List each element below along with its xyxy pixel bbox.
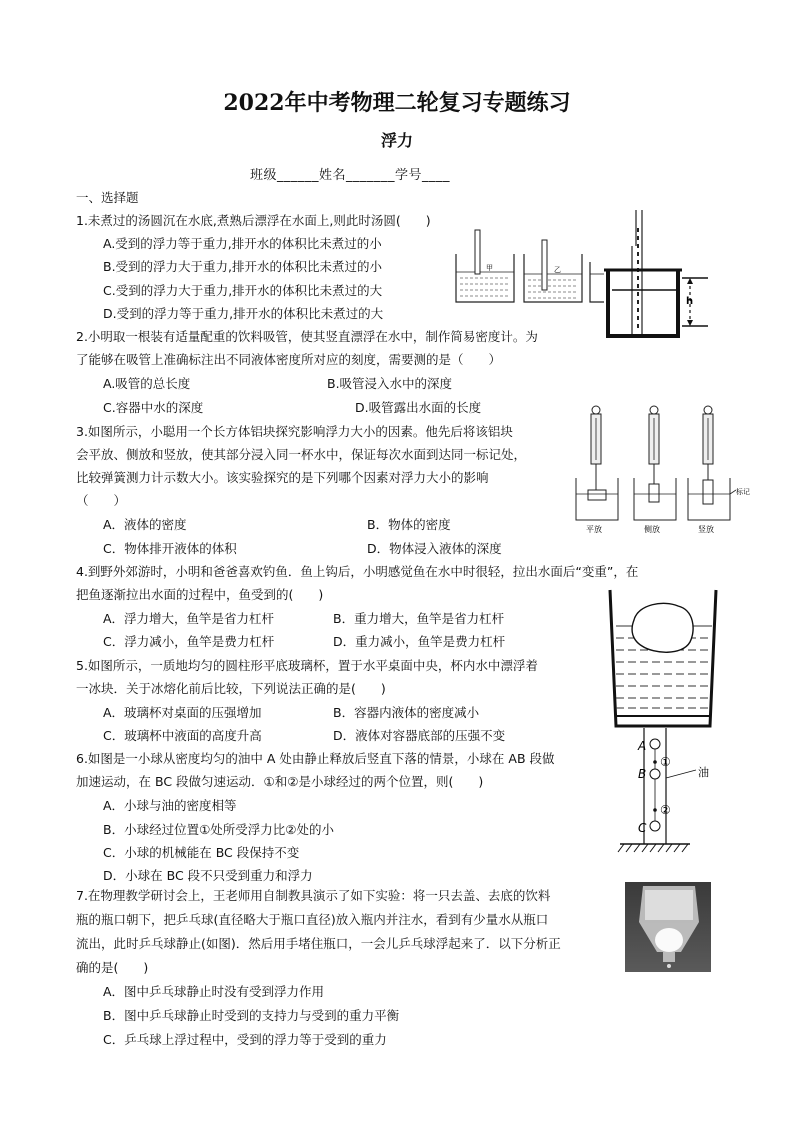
q1-option-c: C.受到的浮力大于重力,排开水的体积比未煮过的大 [103,283,383,298]
question-2-line-2: 了能够在吸管上准确标注出不同液体密度所对应的刻度，需要测的是（ ） [76,352,502,367]
question-3-line-1: 3.如图所示，小聪用一个长方体铝块探究影响浮力大小的因素。他先后将该铝块 [76,424,513,439]
ice-block [632,603,693,652]
question-6-line-2: 加速运动，在 BC 段做匀速运动．①和②是小球经过的两个位置，则( ) [76,774,484,789]
q6-option-d: D．小球在 BC 段不只受到重力和浮力 [103,868,313,883]
label-mark: 标记 [736,488,750,496]
scale-vertical [688,406,750,534]
page-subtitle: 浮力 [380,131,413,150]
label-vertical: 竖放 [698,525,714,534]
bottle-photo [625,882,711,972]
student-info-line: 班级______姓名_______学号____ [250,168,451,183]
q3-option-d: D．物体浸入液体的深度 [367,541,502,556]
label-yi: 乙 [554,266,561,274]
label-jia: 甲 [486,264,493,272]
densimeter-figure [452,226,612,306]
q1-option-d: D.受到的浮力等于重力,排开水的体积比未煮过的大 [103,306,384,321]
label-side: 侧放 [644,525,660,534]
q5-option-a: A．玻璃杯对桌面的压强增加 [103,705,262,720]
question-3-line-4: （ ） [76,493,127,508]
scale-side [634,406,676,534]
q6-option-b: B．小球经过位置①处所受浮力比②处的小 [103,822,334,837]
oil-column-figure [616,726,716,856]
question-7-line-3: 流出，此时乒乓球静止(如图)．然后用手堵住瓶口，一会儿乒乓球浮起来了．以下分析正 [76,936,561,951]
q5-option-d: D．液体对容器底部的压强不变 [333,728,506,743]
question-7-line-4: 确的是( ) [76,960,149,975]
question-5-line-2: 一冰块．关于冰熔化前后比较，下列说法正确的是( ) [76,681,386,696]
question-4-line-1: 4.到野外郊游时，小明和爸爸喜欢钓鱼．鱼上钩后，小明感觉鱼在水中时很轻，拉出水面后“变重”，在 [76,564,639,579]
q4-option-c: C．浮力减小，鱼竿是费力杠杆 [103,634,275,649]
ice-glass-figure [604,580,724,730]
label-flat: 平放 [586,525,602,534]
point-c: C [638,821,647,835]
q5-option-b: B．容器内液体的密度减小 [333,705,480,720]
scale-flat [576,406,618,534]
q2-option-b: B.吸管浸入水中的深度 [327,376,453,391]
q4-option-d: D．重力减小，鱼竿是费力杠杆 [333,634,506,649]
q7-option-c: C．乒乓球上浮过程中，受到的浮力等于受到的重力 [103,1032,387,1047]
label-h: h [686,296,694,307]
label-oil: 油 [698,766,709,779]
q5-option-c: C．玻璃杯中液面的高度升高 [103,728,262,743]
question-3-line-3: 比较弹簧测力计示数大小。该实验探究的是下列哪个因素对浮力大小的影响 [76,470,489,485]
question-7-line-1: 7.在物理教学研讨会上，王老师用自制教具演示了如下实验：将一只去盖、去底的饮料 [76,888,551,903]
q3-option-c: C．物体排开液体的体积 [103,541,237,556]
q6-option-a: A．小球与油的密度相等 [103,798,237,813]
question-1-stem: 1.未煮过的汤圆沉在水底,煮熟后漂浮在水面上,则此时汤圆( ) [76,213,431,228]
q4-option-a: A．浮力增大，鱼竿是省力杠杆 [103,611,275,626]
q1-option-a: A.受到的浮力等于重力,排开水的体积比未煮过的小 [103,236,382,251]
spring-scale-figure [572,404,748,536]
question-3-line-2: 会平放、侧放和竖放，使其部分浸入同一杯水中，保证每次水面到达同一标记处， [76,447,527,462]
q7-option-b: B．图中乒乓球静止时受到的支持力与受到的重力平衡 [103,1008,400,1023]
q2-option-a: A.吸管的总长度 [103,376,191,391]
position-2: ② [660,803,671,817]
question-4-line-2: 把鱼逐渐拉出水面的过程中，鱼受到的( ) [76,587,324,602]
q1-option-b: B.受到的浮力大于重力,排开水的体积比未煮过的小 [103,259,383,274]
large-beaker-figure [598,208,718,336]
question-2-line-1: 2.小明取一根装有适量配重的饮料吸管，使其竖直漂浮在水中，制作简易密度计。为 [76,329,538,344]
q3-option-a: A．液体的密度 [103,517,187,532]
q6-option-c: C．小球的机械能在 BC 段保持不变 [103,845,300,860]
section-heading: 一、选择题 [76,190,139,205]
question-5-line-1: 5.如图所示，一质地均匀的圆柱形平底玻璃杯，置于水平桌面中央，杯内水中漂浮着 [76,658,538,673]
q2-option-c: C.容器中水的深度 [103,400,204,415]
q2-option-d: D.吸管露出水面的长度 [355,400,482,415]
q3-option-b: B．物体的密度 [367,517,451,532]
position-1: ① [660,755,671,769]
q7-option-a: A．图中乒乓球静止时没有受到浮力作用 [103,984,325,999]
question-6-line-1: 6.如图是一小球从密度均匀的油中 A 处由静止释放后竖直下落的情景，小球在 AB 段做 [76,751,555,766]
point-b: B [638,767,647,781]
page-title: 2022年中考物理二轮复习专题练习 [223,90,571,116]
q4-option-b: B．重力增大，鱼竿是省力杠杆 [333,611,505,626]
point-a: A [638,739,647,753]
question-7-line-2: 瓶的瓶口朝下，把乒乓球(直径略大于瓶口直径)放入瓶内并注水，看到有少量水从瓶口 [76,912,549,927]
